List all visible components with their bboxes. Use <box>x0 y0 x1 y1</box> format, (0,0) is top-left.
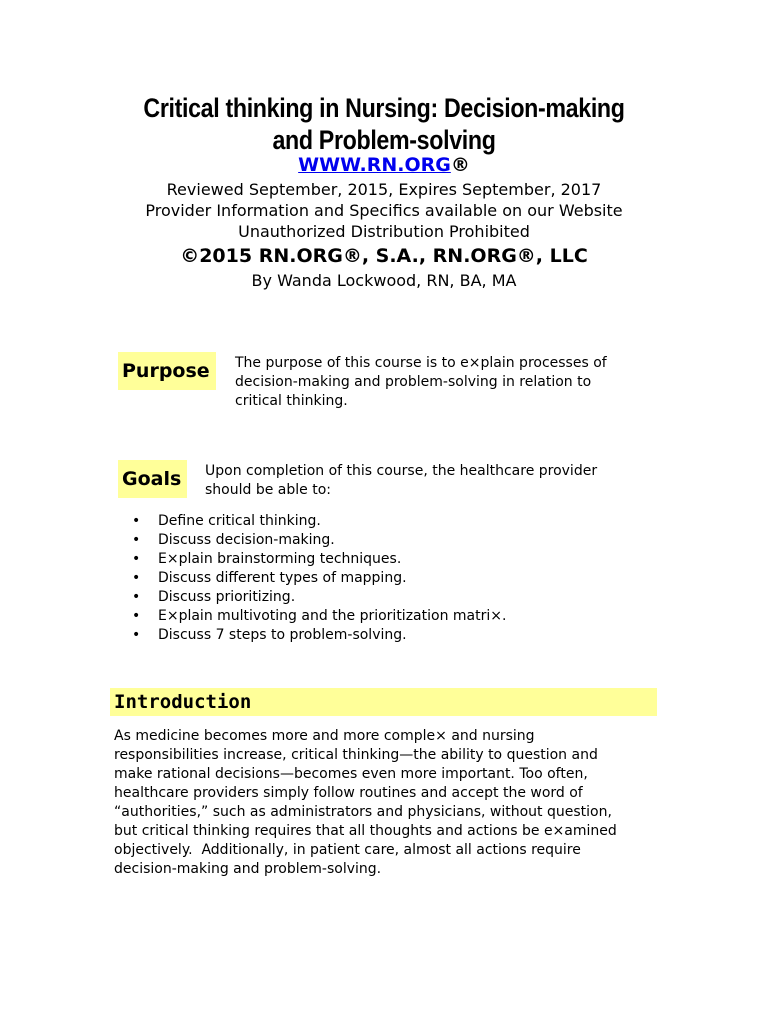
goals-list-item <box>130 550 506 569</box>
purpose-label: Purpose <box>118 352 216 390</box>
goal-text: Discuss different types of mapping. <box>158 570 407 586</box>
distribution-notice: Unauthorized Distribution Prohibited <box>238 222 530 241</box>
goals-list <box>130 512 506 645</box>
introduction-line: healthcare providers simply follow routines and accept the word of <box>114 785 583 801</box>
goals-list-item <box>130 626 506 645</box>
bullet: • <box>132 627 141 643</box>
bullet: • <box>132 513 141 529</box>
purpose-text-line: The purpose of this course is to e×plain processes of <box>235 355 607 371</box>
goals-intro <box>205 462 597 500</box>
goals-intro-line: should be able to: <box>205 482 331 498</box>
goals-list-item <box>130 588 506 607</box>
author-line: By Wanda Lockwood, RN, BA, MA <box>251 271 517 290</box>
goal-text: Define critical thinking. <box>158 513 321 529</box>
goals-list-item <box>130 512 506 531</box>
goals-list-item <box>130 531 506 550</box>
goal-text: Discuss 7 steps to problem-solving. <box>158 627 407 643</box>
introduction-line: responsibilities increase, critical thinking—the ability to question and <box>114 747 598 763</box>
document-title-line-1: Critical thinking in Nursing: Decision-making <box>143 93 625 123</box>
introduction-heading: Introduction <box>114 691 252 713</box>
website-link[interactable]: WWW.RN.ORG <box>298 154 451 176</box>
copyright-notice: ©2015 RN.ORG®, S.A., RN.ORG®, LLC <box>180 245 588 267</box>
bullet: • <box>132 608 141 624</box>
goal-text: E×plain brainstorming techniques. <box>158 551 402 567</box>
introduction-paragraph <box>114 727 664 879</box>
introduction-line: decision-making and problem-solving. <box>114 861 382 877</box>
goals-list-item <box>130 607 506 626</box>
goals-label: Goals <box>118 460 187 498</box>
goals-list-item <box>130 569 506 588</box>
goals-intro-line: Upon completion of this course, the healthcare provider <box>205 463 598 479</box>
purpose-text-line: critical thinking. <box>235 393 348 409</box>
bullet: • <box>132 551 141 567</box>
registered-mark: ® <box>450 154 470 176</box>
bullet: • <box>132 570 141 586</box>
introduction-line: make rational decisions—becomes even more important. Too often, <box>114 766 588 782</box>
goal-text: Discuss prioritizing. <box>158 589 296 605</box>
purpose-text <box>235 354 607 411</box>
bullet: • <box>132 589 141 605</box>
goal-text: Discuss decision-making. <box>158 532 335 548</box>
bullet: • <box>132 532 141 548</box>
review-dates: Reviewed September, 2015, Expires September, 2017 <box>166 180 602 199</box>
provider-info: Provider Information and Specifics available on our Website <box>145 201 623 220</box>
introduction-line: “authorities,” such as administrators and physicians, without question, <box>114 804 612 820</box>
website-line <box>0 152 768 178</box>
goal-text: E×plain multivoting and the prioritization matri×. <box>158 608 507 624</box>
purpose-text-line: decision-making and problem-solving in relation to <box>235 374 592 390</box>
document-title-line-2: and Problem-solving <box>272 125 496 155</box>
introduction-line: objectively. Additionally, in patient care, almost all actions require <box>114 842 581 858</box>
introduction-line: but critical thinking requires that all thoughts and actions be e×amined <box>114 823 617 839</box>
introduction-line: As medicine becomes more and more comple× and nursing <box>114 728 535 744</box>
